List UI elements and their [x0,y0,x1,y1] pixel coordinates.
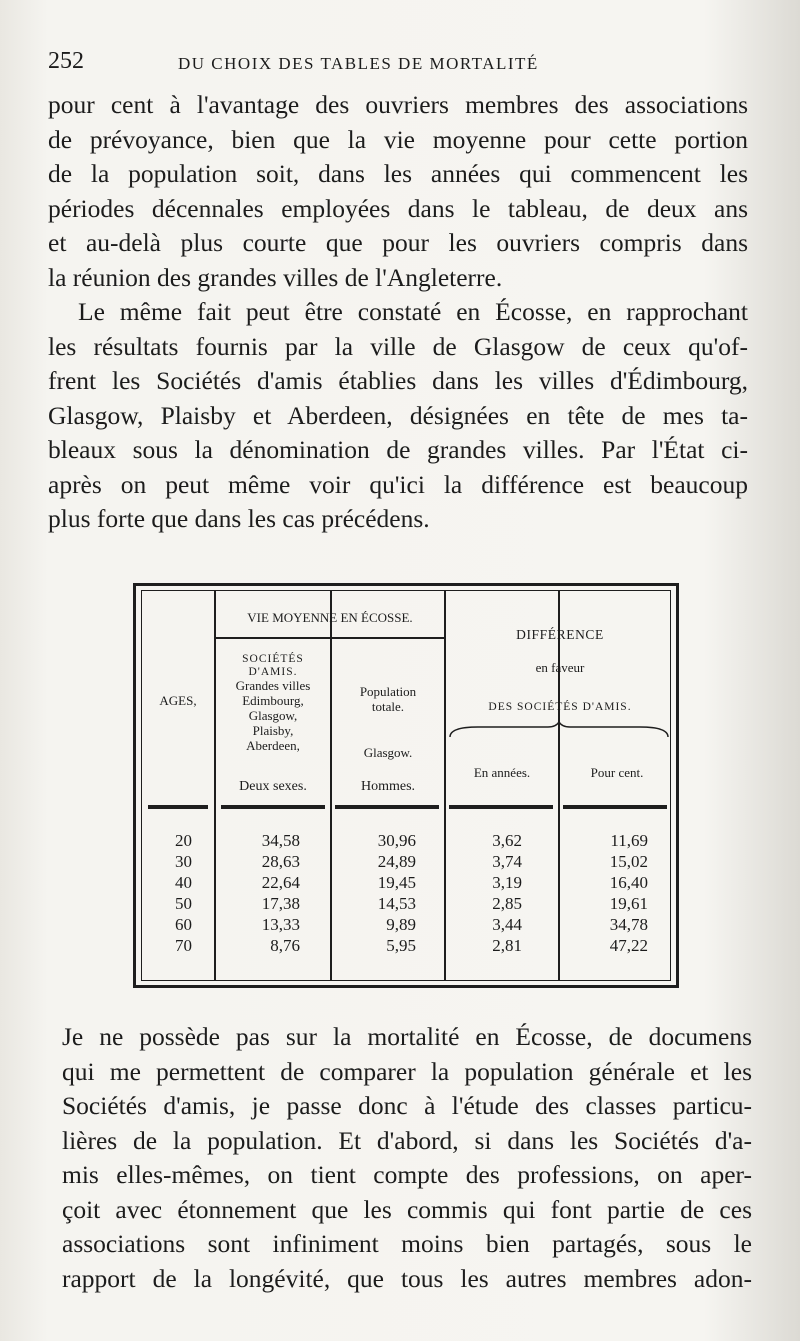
text-line: les résultats fournis par la ville de Glasgow de ceux qu'of- [48,331,748,361]
text-line: associations sont infiniment moins bien partagés, sous le [62,1229,752,1258]
text-line: rapport de la longévité, que tous les autres membres adon- [62,1263,752,1293]
header-line: Plaisby, [252,723,294,739]
text-line: Je ne possède pas sur la mortalité en Écosse, de documens [62,1022,752,1051]
cell-societes: 17,38 [261,894,300,913]
text-line: lières de la population. Et d'abord, si dans les Sociétés d'a- [62,1125,752,1155]
text-line: Le même fait peut être constaté en Écosse, en rapprochant [78,297,748,326]
header-line: Glasgow, [248,708,298,724]
cell-population: 30,96 [377,831,416,850]
text-line: çoit avec étonnement que les commis qui font partie de ces [62,1194,752,1224]
page-number: 252 [48,48,84,74]
header-population-city: Glasgow. [363,745,413,760]
header-separator [449,805,553,809]
cell-annees: 3,19 [492,873,522,892]
cell-pour-cent: 19,61 [609,894,648,913]
text-line: et au-delà plus courte que pour les ouvriers compris dans [48,228,748,257]
header-difference: DIFFÉRENCE [516,627,604,642]
cell-population: 14,53 [377,894,416,913]
column-population [332,830,416,956]
cell-population: 24,89 [377,852,416,871]
text-line: frent les Sociétés d'amis établies dans les villes d'Édimbourg, [48,366,748,395]
text-line: bleaux sous la dénomination de grandes villes. Par l'État ci- [48,435,748,464]
header-pour-cent: Pour cent. [590,765,644,780]
cell-age: 70 [175,936,192,955]
cell-societes: 8,76 [270,936,300,955]
text-line: pour cent à l'avantage des ouvriers membres des associations [48,90,748,119]
cell-age: 50 [175,894,192,913]
cell-societes: 13,33 [261,915,300,934]
header-societes [216,653,330,754]
table-frame [141,590,671,981]
text-line: qui me permettent de comparer la population générale et les [62,1056,752,1086]
text-line: de la population soit, dans les années qui commencent les [48,159,748,188]
cell-annees: 3,44 [492,915,522,934]
paragraph-2 [48,295,748,537]
header-separator [563,805,667,809]
cell-population: 19,45 [377,873,416,892]
header-separator [335,805,439,809]
header-des-societes: DES SOCIÉTÉS D'AMIS. [488,701,632,713]
text-line: mis elles-mêmes, on tient compte des professions, on aper- [62,1160,752,1189]
text-line: Glasgow, Plaisby et Aberdeen, désignées en tête de mes ta- [48,400,748,430]
cell-population: 5,95 [386,936,416,955]
header-separator [221,805,325,809]
cell-population: 9,89 [386,915,416,934]
paragraph-3 [62,1020,752,1296]
cell-age: 20 [175,831,192,850]
header-line: D'AMIS. [248,666,298,679]
header-population-sub: Hommes. [360,779,416,794]
header-line: Population [359,684,417,699]
header-line: Aberdeen, [246,738,300,754]
header-en-faveur: en faveur [535,660,585,675]
text-line: après on peut même voir qu'ici la différence est beaucoup [48,469,748,499]
cell-pour-cent: 11,69 [610,831,648,850]
header-vie-moyenne: VIE MOYENNE EN ÉCOSSE. [247,610,413,625]
mortality-table [133,583,679,988]
cell-societes: 22,64 [261,873,300,892]
column-pour-cent [560,830,648,956]
header-en-annees: En années. [473,765,531,780]
header-line: totale. [371,698,405,714]
column-annees [446,830,522,956]
cell-pour-cent: 15,02 [609,852,648,871]
header-population [332,685,444,715]
group-rule [215,637,444,639]
cell-age: 60 [175,915,192,934]
cell-pour-cent: 16,40 [609,873,648,892]
cell-age: 30 [175,852,192,871]
brace-icon [448,721,670,741]
cell-annees: 2,81 [492,936,522,955]
header-line: SOCIÉTÉS [242,653,304,665]
column-ages [142,830,192,956]
text-line: périodes décennales employées dans le tableau, de deux ans [48,193,748,223]
text-line: plus forte que dans les cas précédens. [48,504,430,533]
running-head: DU CHOIX DES TABLES DE MORTALITÉ [178,54,539,73]
column-societes [216,830,300,956]
cell-pour-cent: 47,22 [609,936,648,955]
cell-societes: 34,58 [261,831,300,850]
cell-societes: 28,63 [261,852,300,871]
header-ages: AGES, [159,693,197,708]
header-line: Grandes villes [235,678,311,694]
text-line: de prévoyance, bien que la vie moyenne pour cette portion [48,124,748,154]
header-societes-sub: Deux sexes. [239,779,307,794]
cell-annees: 3,74 [492,852,522,871]
header-separator [148,805,208,809]
cell-pour-cent: 34,78 [609,915,648,934]
cell-age: 40 [175,873,192,892]
text-line: la réunion des grandes villes de l'Angleterre. [48,262,503,292]
cell-annees: 2,85 [492,894,522,913]
header-line: Edimbourg, [242,693,304,709]
text-line: Sociétés d'amis, je passe donc à l'étude des classes particu- [62,1091,752,1120]
page-header [48,48,748,78]
paragraph-1 [48,88,748,295]
cell-annees: 3,62 [492,831,522,850]
